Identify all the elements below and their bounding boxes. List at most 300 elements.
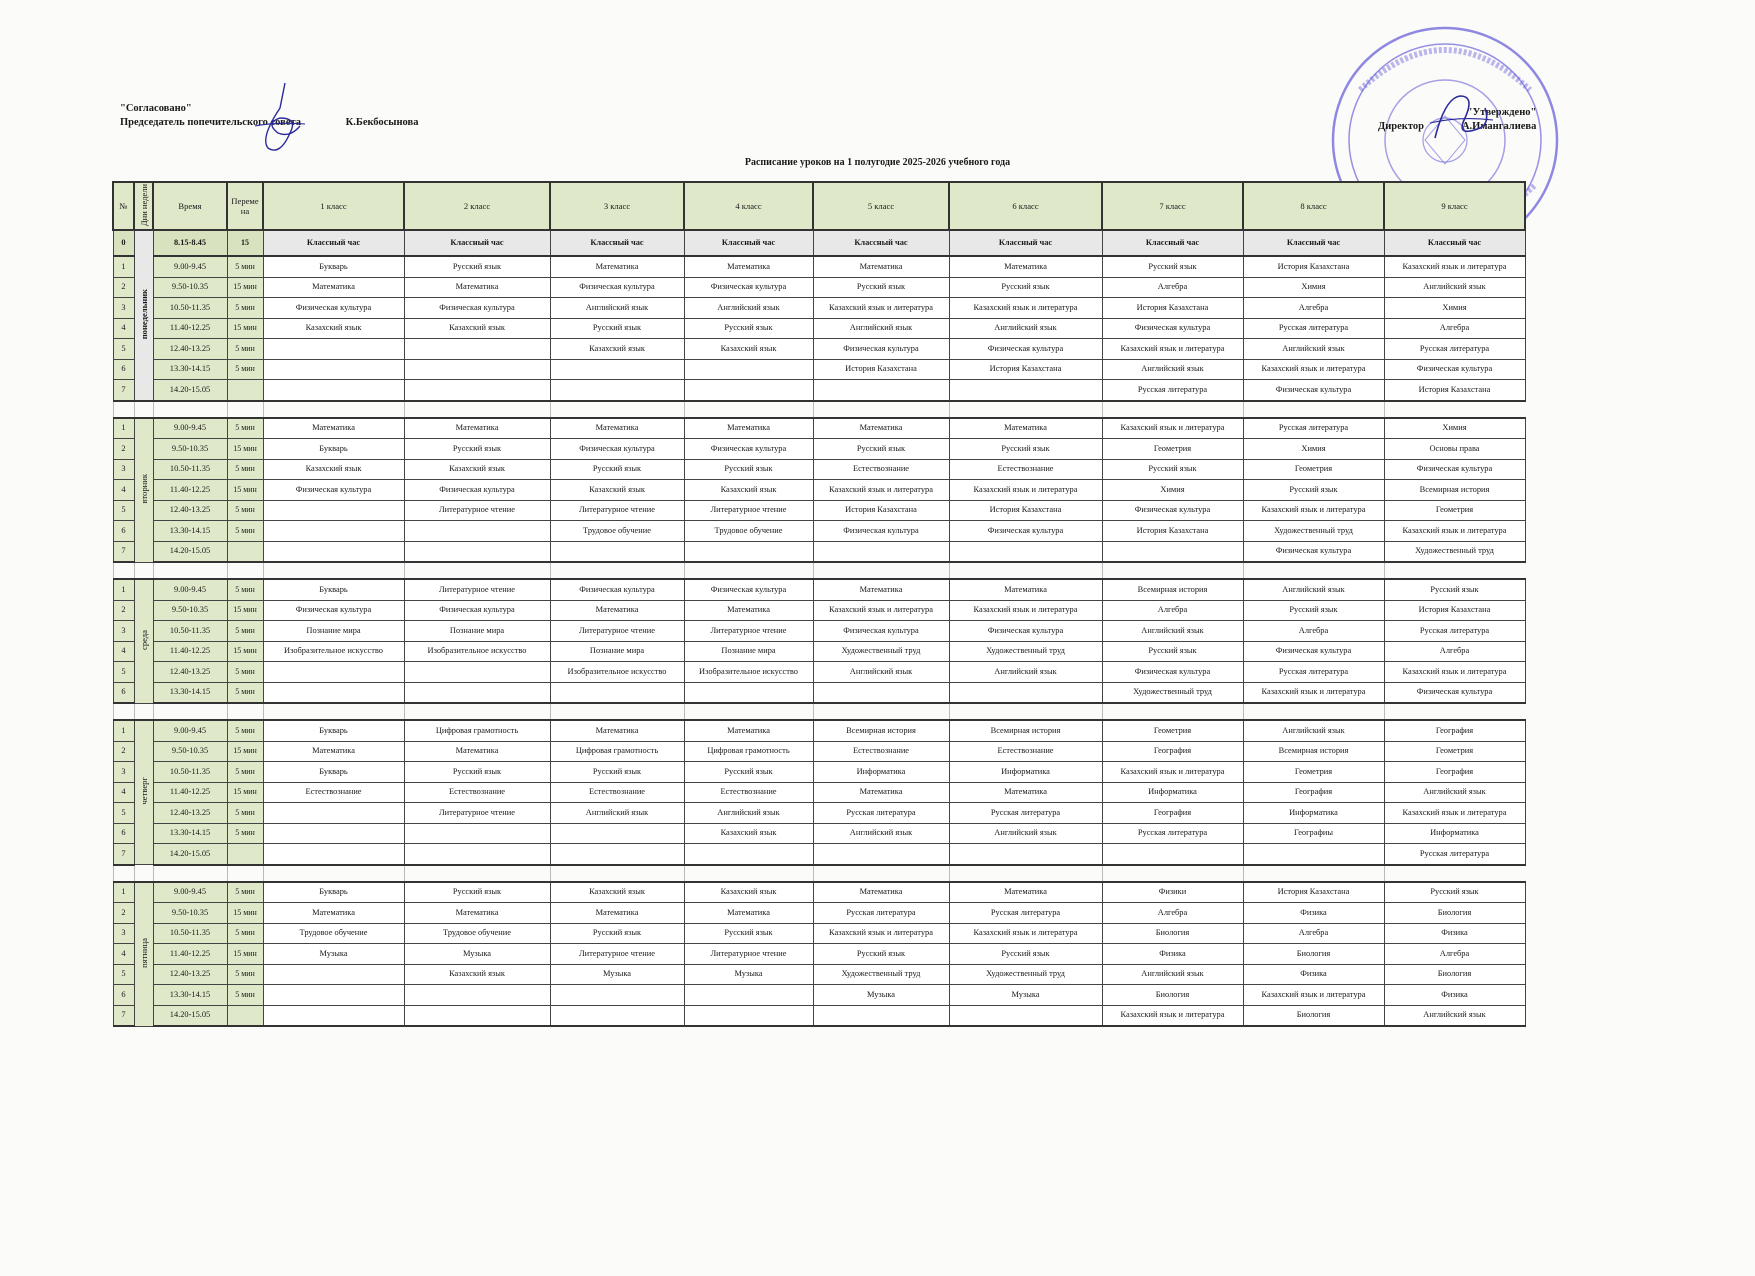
lesson-cell-class-4: Физическая культура (684, 579, 813, 600)
signature-right-icon (1425, 88, 1495, 148)
day-name: вторник (134, 418, 153, 563)
lesson-cell-class-2: Литературное чтение (404, 579, 550, 600)
break-duration (227, 844, 263, 865)
lesson-cell-class-6: Русская литература (949, 903, 1102, 924)
break-duration: 5 мин (227, 256, 263, 277)
lesson-cell-class-7: Геометрия (1102, 720, 1243, 741)
lesson-number: 6 (113, 359, 134, 380)
lesson-time: 9.50-10.35 (153, 277, 227, 298)
lesson-time: 10.50-11.35 (153, 459, 227, 480)
lesson-time: 10.50-11.35 (153, 621, 227, 642)
lesson-cell-class-8: История Казахстана (1243, 256, 1384, 277)
lesson-cell-class-7: История Казахстана (1102, 298, 1243, 319)
lesson-cell-class-5: История Казахстана (813, 500, 949, 521)
lesson-row (113, 682, 1525, 703)
page-title: Расписание уроков на 1 полугодие 2025-2026 учебного года (744, 157, 1011, 168)
lesson-cell-class-4 (684, 380, 813, 401)
lesson-cell-class-1: Физическая культура (263, 600, 404, 621)
break-duration: 5 мин (227, 579, 263, 600)
lesson-cell-class-6: Английский язык (949, 662, 1102, 683)
lesson-cell-class-8: Алгебра (1243, 298, 1384, 319)
lesson-cell-class-1: Букварь (263, 579, 404, 600)
lesson-cell-class-4: Физическая культура (684, 439, 813, 460)
break-duration: 5 мин (227, 418, 263, 439)
lesson-cell-class-5: Математика (813, 882, 949, 903)
lesson-number: 5 (113, 339, 134, 360)
lesson-number: 6 (113, 521, 134, 542)
lesson-cell-class-4: Математика (684, 720, 813, 741)
lesson-cell-class-3: Классный час (550, 230, 684, 256)
lesson-cell-class-7: Биология (1102, 923, 1243, 944)
lesson-cell-class-6: Казахский язык и литература (949, 600, 1102, 621)
lesson-row (113, 230, 1525, 256)
lesson-cell-class-3: Математика (550, 418, 684, 439)
break-duration (227, 380, 263, 401)
lesson-time: 13.30-14.15 (153, 823, 227, 844)
lesson-cell-class-4 (684, 844, 813, 865)
lesson-cell-class-5: Математика (813, 579, 949, 600)
lesson-cell-class-3: Литературное чтение (550, 621, 684, 642)
lesson-row (113, 662, 1525, 683)
lesson-cell-class-5: Казахский язык и литература (813, 298, 949, 319)
lesson-cell-class-7: Химия (1102, 480, 1243, 501)
lesson-cell-class-4: Литературное чтение (684, 500, 813, 521)
lesson-cell-class-7 (1102, 541, 1243, 562)
lesson-number: 4 (113, 944, 134, 965)
lesson-row (113, 803, 1525, 824)
lesson-cell-class-6 (949, 1005, 1102, 1026)
lesson-cell-class-6: Всемирная история (949, 720, 1102, 741)
break-duration: 15 мин (227, 480, 263, 501)
lesson-cell-class-5: Русская литература (813, 903, 949, 924)
lesson-cell-class-4: Музыка (684, 964, 813, 985)
lesson-cell-class-6 (949, 380, 1102, 401)
lesson-cell-class-6: Физическая культура (949, 339, 1102, 360)
lesson-cell-class-4: Казахский язык (684, 823, 813, 844)
lesson-time: 12.40-13.25 (153, 964, 227, 985)
lesson-cell-class-9: Казахский язык и литература (1384, 256, 1525, 277)
lesson-cell-class-2: Русский язык (404, 256, 550, 277)
lesson-row (113, 844, 1525, 865)
lesson-cell-class-9: Казахский язык и литература (1384, 521, 1525, 542)
schedule-table (112, 181, 1526, 1027)
lesson-row (113, 418, 1525, 439)
lesson-cell-class-5: Математика (813, 782, 949, 803)
lesson-cell-class-3: Русский язык (550, 459, 684, 480)
lesson-cell-class-7: Казахский язык и литература (1102, 762, 1243, 783)
lesson-cell-class-1 (263, 803, 404, 824)
lesson-cell-class-2 (404, 985, 550, 1006)
lesson-cell-class-1: Букварь (263, 762, 404, 783)
lesson-row (113, 579, 1525, 600)
lesson-cell-class-9: Алгебра (1384, 318, 1525, 339)
lesson-cell-class-6: Английский язык (949, 318, 1102, 339)
lesson-cell-class-9: География (1384, 720, 1525, 741)
lesson-number: 4 (113, 480, 134, 501)
lesson-cell-class-4: Классный час (684, 230, 813, 256)
lesson-cell-class-4 (684, 541, 813, 562)
lesson-cell-class-5: Классный час (813, 230, 949, 256)
lesson-cell-class-2: Литературное чтение (404, 803, 550, 824)
lesson-cell-class-6: Русский язык (949, 277, 1102, 298)
lesson-cell-class-8: Биология (1243, 944, 1384, 965)
lesson-cell-class-1: Музыка (263, 944, 404, 965)
lesson-number: 7 (113, 1005, 134, 1026)
lesson-cell-class-6: Математика (949, 256, 1102, 277)
lesson-row (113, 541, 1525, 562)
lesson-row (113, 985, 1525, 1006)
break-duration (227, 541, 263, 562)
lesson-number: 5 (113, 662, 134, 683)
lesson-number: 5 (113, 803, 134, 824)
lesson-cell-class-1: Математика (263, 741, 404, 762)
lesson-cell-class-1 (263, 521, 404, 542)
lesson-cell-class-3 (550, 541, 684, 562)
lesson-cell-class-7: Английский язык (1102, 621, 1243, 642)
lesson-cell-class-7: География (1102, 803, 1243, 824)
lesson-cell-class-9: Английский язык (1384, 1005, 1525, 1026)
lesson-cell-class-9: История Казахстана (1384, 380, 1525, 401)
lesson-cell-class-6: Русская литература (949, 803, 1102, 824)
break-duration: 15 (227, 230, 263, 256)
lesson-cell-class-3: Русский язык (550, 318, 684, 339)
lesson-cell-class-3 (550, 823, 684, 844)
lesson-row (113, 621, 1525, 642)
col-class-9: 9 класс (1384, 182, 1525, 230)
break-duration (227, 1005, 263, 1026)
lesson-number: 3 (113, 621, 134, 642)
lesson-time: 14.20-15.05 (153, 541, 227, 562)
lesson-cell-class-7: Казахский язык и литература (1102, 418, 1243, 439)
lesson-cell-class-7: Английский язык (1102, 359, 1243, 380)
lesson-cell-class-6 (949, 844, 1102, 865)
col-num: № (113, 182, 134, 230)
lesson-cell-class-3: Физическая культура (550, 277, 684, 298)
lesson-cell-class-3 (550, 380, 684, 401)
lesson-cell-class-4: Математика (684, 600, 813, 621)
lesson-cell-class-3: Русский язык (550, 762, 684, 783)
lesson-cell-class-6: История Казахстана (949, 500, 1102, 521)
break-duration: 5 мин (227, 985, 263, 1006)
day-name: понедельник (134, 230, 153, 401)
lesson-cell-class-7: Физическая культура (1102, 500, 1243, 521)
lesson-cell-class-8: Физика (1243, 903, 1384, 924)
lesson-cell-class-4 (684, 1005, 813, 1026)
lesson-cell-class-9: Химия (1384, 298, 1525, 319)
lesson-row (113, 964, 1525, 985)
break-duration: 5 мин (227, 762, 263, 783)
break-duration: 15 мин (227, 641, 263, 662)
lesson-time: 13.30-14.15 (153, 985, 227, 1006)
lesson-time: 11.40-12.25 (153, 480, 227, 501)
lesson-cell-class-8: Английский язык (1243, 720, 1384, 741)
day-separator (113, 562, 1525, 579)
lesson-time: 9.00-9.45 (153, 579, 227, 600)
lesson-cell-class-3: Музыка (550, 964, 684, 985)
lesson-cell-class-5: Естествознание (813, 741, 949, 762)
col-class-4: 4 класс (684, 182, 813, 230)
lesson-cell-class-8: Физическая культура (1243, 641, 1384, 662)
col-class-8: 8 класс (1243, 182, 1384, 230)
lesson-cell-class-5: Русская литература (813, 803, 949, 824)
lesson-cell-class-8: Физическая культура (1243, 380, 1384, 401)
lesson-cell-class-2 (404, 541, 550, 562)
lesson-time: 12.40-13.25 (153, 339, 227, 360)
lesson-cell-class-1: Классный час (263, 230, 404, 256)
lesson-number: 1 (113, 418, 134, 439)
lesson-cell-class-5: Физическая культура (813, 339, 949, 360)
lesson-cell-class-5: Английский язык (813, 823, 949, 844)
lesson-cell-class-4: Математика (684, 418, 813, 439)
lesson-row (113, 318, 1525, 339)
lesson-time: 14.20-15.05 (153, 380, 227, 401)
lesson-cell-class-3: Литературное чтение (550, 500, 684, 521)
lesson-cell-class-9: Физическая культура (1384, 682, 1525, 703)
lesson-cell-class-7: Алгебра (1102, 277, 1243, 298)
lesson-cell-class-4: Физическая культура (684, 277, 813, 298)
lesson-cell-class-9: Алгебра (1384, 641, 1525, 662)
lesson-cell-class-6 (949, 682, 1102, 703)
lesson-cell-class-9: Биология (1384, 903, 1525, 924)
lesson-cell-class-7: Геометрия (1102, 439, 1243, 460)
lesson-cell-class-8: Английский язык (1243, 339, 1384, 360)
lesson-cell-class-6: Музыка (949, 985, 1102, 1006)
lesson-row (113, 782, 1525, 803)
break-duration: 5 мин (227, 339, 263, 360)
lesson-cell-class-8: География (1243, 782, 1384, 803)
lesson-cell-class-6: Математика (949, 782, 1102, 803)
lesson-cell-class-1: Естествознание (263, 782, 404, 803)
lesson-row (113, 903, 1525, 924)
lesson-cell-class-5: Русский язык (813, 439, 949, 460)
lesson-cell-class-1 (263, 380, 404, 401)
lesson-number: 6 (113, 985, 134, 1006)
lesson-cell-class-7: Английский язык (1102, 964, 1243, 985)
lesson-cell-class-4: Казахский язык (684, 339, 813, 360)
lesson-cell-class-1: Математика (263, 277, 404, 298)
lesson-cell-class-6 (949, 541, 1102, 562)
lesson-cell-class-2: Литературное чтение (404, 500, 550, 521)
lesson-cell-class-4: Трудовое обучение (684, 521, 813, 542)
approved-name: А.Имангалиева (1461, 121, 1537, 132)
lesson-cell-class-3 (550, 844, 684, 865)
lesson-cell-class-1: Букварь (263, 882, 404, 903)
lesson-number: 7 (113, 541, 134, 562)
lesson-cell-class-8: Информатика (1243, 803, 1384, 824)
lesson-cell-class-9: Русская литература (1384, 844, 1525, 865)
lesson-cell-class-6: Естествознание (949, 741, 1102, 762)
lesson-cell-class-4: Русский язык (684, 923, 813, 944)
col-class-3: 3 класс (550, 182, 684, 230)
lesson-cell-class-5: Английский язык (813, 662, 949, 683)
lesson-cell-class-2 (404, 682, 550, 703)
lesson-time: 12.40-13.25 (153, 803, 227, 824)
lesson-row (113, 641, 1525, 662)
lesson-cell-class-3: Казахский язык (550, 882, 684, 903)
lesson-cell-class-4: Русский язык (684, 459, 813, 480)
lesson-cell-class-8: Химия (1243, 439, 1384, 460)
lesson-cell-class-1 (263, 985, 404, 1006)
lesson-row (113, 720, 1525, 741)
lesson-cell-class-4 (684, 682, 813, 703)
break-duration: 5 мин (227, 298, 263, 319)
col-day: Дни недели (134, 182, 153, 230)
lesson-cell-class-1 (263, 823, 404, 844)
lesson-cell-class-9: Русский язык (1384, 882, 1525, 903)
lesson-cell-class-3: Естествознание (550, 782, 684, 803)
lesson-cell-class-2 (404, 844, 550, 865)
lesson-cell-class-6: Казахский язык и литература (949, 480, 1102, 501)
lesson-cell-class-2: Казахский язык (404, 964, 550, 985)
lesson-cell-class-2: Русский язык (404, 762, 550, 783)
day-name: среда (134, 579, 153, 703)
lesson-time: 9.50-10.35 (153, 741, 227, 762)
break-duration: 15 мин (227, 277, 263, 298)
lesson-cell-class-1: Познание мира (263, 621, 404, 642)
lesson-cell-class-2: Русский язык (404, 439, 550, 460)
lesson-time: 11.40-12.25 (153, 641, 227, 662)
lesson-cell-class-6: Русский язык (949, 439, 1102, 460)
break-duration: 15 мин (227, 944, 263, 965)
lesson-number: 3 (113, 762, 134, 783)
lesson-cell-class-8: Русский язык (1243, 480, 1384, 501)
lesson-number: 5 (113, 964, 134, 985)
lesson-cell-class-4 (684, 985, 813, 1006)
lesson-cell-class-4: Английский язык (684, 803, 813, 824)
lesson-cell-class-9: Английский язык (1384, 277, 1525, 298)
lesson-cell-class-1: Букварь (263, 439, 404, 460)
lesson-time: 9.00-9.45 (153, 720, 227, 741)
lesson-cell-class-5: Физическая культура (813, 621, 949, 642)
lesson-cell-class-5 (813, 541, 949, 562)
lesson-cell-class-5 (813, 682, 949, 703)
lesson-cell-class-2: Казахский язык (404, 318, 550, 339)
col-class-6: 6 класс (949, 182, 1102, 230)
lesson-cell-class-1: Трудовое обучение (263, 923, 404, 944)
lesson-cell-class-2 (404, 521, 550, 542)
lesson-number: 2 (113, 600, 134, 621)
lesson-cell-class-9: Химия (1384, 418, 1525, 439)
lesson-number: 4 (113, 641, 134, 662)
lesson-cell-class-4: Математика (684, 903, 813, 924)
break-duration: 5 мин (227, 662, 263, 683)
break-duration: 15 мин (227, 318, 263, 339)
lesson-cell-class-9: Классный час (1384, 230, 1525, 256)
lesson-number: 1 (113, 256, 134, 277)
break-duration: 5 мин (227, 923, 263, 944)
lesson-number: 3 (113, 459, 134, 480)
lesson-cell-class-6: Математика (949, 418, 1102, 439)
lesson-cell-class-9: Физика (1384, 923, 1525, 944)
lesson-cell-class-9: Художественный труд (1384, 541, 1525, 562)
schedule-header-row (113, 182, 1525, 230)
lesson-cell-class-5: Математика (813, 418, 949, 439)
lesson-cell-class-8: Алгебра (1243, 923, 1384, 944)
break-duration: 15 мин (227, 782, 263, 803)
lesson-cell-class-1: Математика (263, 418, 404, 439)
lesson-cell-class-2: Математика (404, 277, 550, 298)
lesson-cell-class-5: Русский язык (813, 277, 949, 298)
lesson-number: 4 (113, 318, 134, 339)
break-duration: 5 мин (227, 720, 263, 741)
lesson-row (113, 521, 1525, 542)
lesson-cell-class-4: Казахский язык (684, 882, 813, 903)
lesson-time: 13.30-14.15 (153, 359, 227, 380)
lesson-cell-class-2: Музыка (404, 944, 550, 965)
lesson-cell-class-6: Казахский язык и литература (949, 923, 1102, 944)
lesson-cell-class-1 (263, 359, 404, 380)
break-duration: 5 мин (227, 459, 263, 480)
lesson-row (113, 1005, 1525, 1026)
lesson-cell-class-5 (813, 380, 949, 401)
lesson-cell-class-5 (813, 1005, 949, 1026)
lesson-row (113, 277, 1525, 298)
lesson-cell-class-5: Английский язык (813, 318, 949, 339)
lesson-cell-class-8: Физика (1243, 964, 1384, 985)
lesson-cell-class-8: Казахский язык и литература (1243, 985, 1384, 1006)
lesson-row (113, 882, 1525, 903)
lesson-row (113, 741, 1525, 762)
lesson-cell-class-7: Классный час (1102, 230, 1243, 256)
lesson-time: 11.40-12.25 (153, 944, 227, 965)
lesson-cell-class-8: Химия (1243, 277, 1384, 298)
day-name: четверг (134, 720, 153, 865)
lesson-cell-class-2: Физическая культура (404, 600, 550, 621)
lesson-number: 5 (113, 500, 134, 521)
lesson-cell-class-9: Информатика (1384, 823, 1525, 844)
break-duration: 15 мин (227, 600, 263, 621)
lesson-cell-class-1: Математика (263, 903, 404, 924)
lesson-cell-class-3: Английский язык (550, 298, 684, 319)
lesson-cell-class-3 (550, 682, 684, 703)
lesson-number: 6 (113, 682, 134, 703)
lesson-cell-class-7: Русская литература (1102, 380, 1243, 401)
lesson-cell-class-1: Физическая культура (263, 298, 404, 319)
lesson-cell-class-5: История Казахстана (813, 359, 949, 380)
lesson-cell-class-8: Английский язык (1243, 579, 1384, 600)
lesson-cell-class-2: Русский язык (404, 882, 550, 903)
lesson-cell-class-3: Математика (550, 720, 684, 741)
lesson-cell-class-2: Трудовое обучение (404, 923, 550, 944)
lesson-number: 2 (113, 741, 134, 762)
col-class-5: 5 класс (813, 182, 949, 230)
agreed-label: "Согласовано" (120, 103, 192, 114)
lesson-cell-class-5: Математика (813, 256, 949, 277)
lesson-number: 7 (113, 380, 134, 401)
lesson-row (113, 298, 1525, 319)
break-duration: 5 мин (227, 964, 263, 985)
day-name: пятница (134, 882, 153, 1027)
signature-left-icon (250, 78, 310, 158)
lesson-cell-class-6: Художественный труд (949, 641, 1102, 662)
col-class-7: 7 класс (1102, 182, 1243, 230)
lesson-row (113, 600, 1525, 621)
lesson-cell-class-2: Физическая культура (404, 480, 550, 501)
lesson-number: 1 (113, 579, 134, 600)
lesson-cell-class-8: Физическая культура (1243, 541, 1384, 562)
lesson-cell-class-8: Русский язык (1243, 600, 1384, 621)
lesson-row (113, 380, 1525, 401)
lesson-cell-class-1 (263, 964, 404, 985)
lesson-cell-class-7: Казахский язык и литература (1102, 1005, 1243, 1026)
lesson-cell-class-7: Русский язык (1102, 459, 1243, 480)
lesson-cell-class-9: Физическая культура (1384, 459, 1525, 480)
lesson-time: 14.20-15.05 (153, 844, 227, 865)
lesson-row (113, 944, 1525, 965)
lesson-cell-class-9: История Казахстана (1384, 600, 1525, 621)
lesson-cell-class-6: Физическая культура (949, 521, 1102, 542)
lesson-cell-class-9: Русский язык (1384, 579, 1525, 600)
